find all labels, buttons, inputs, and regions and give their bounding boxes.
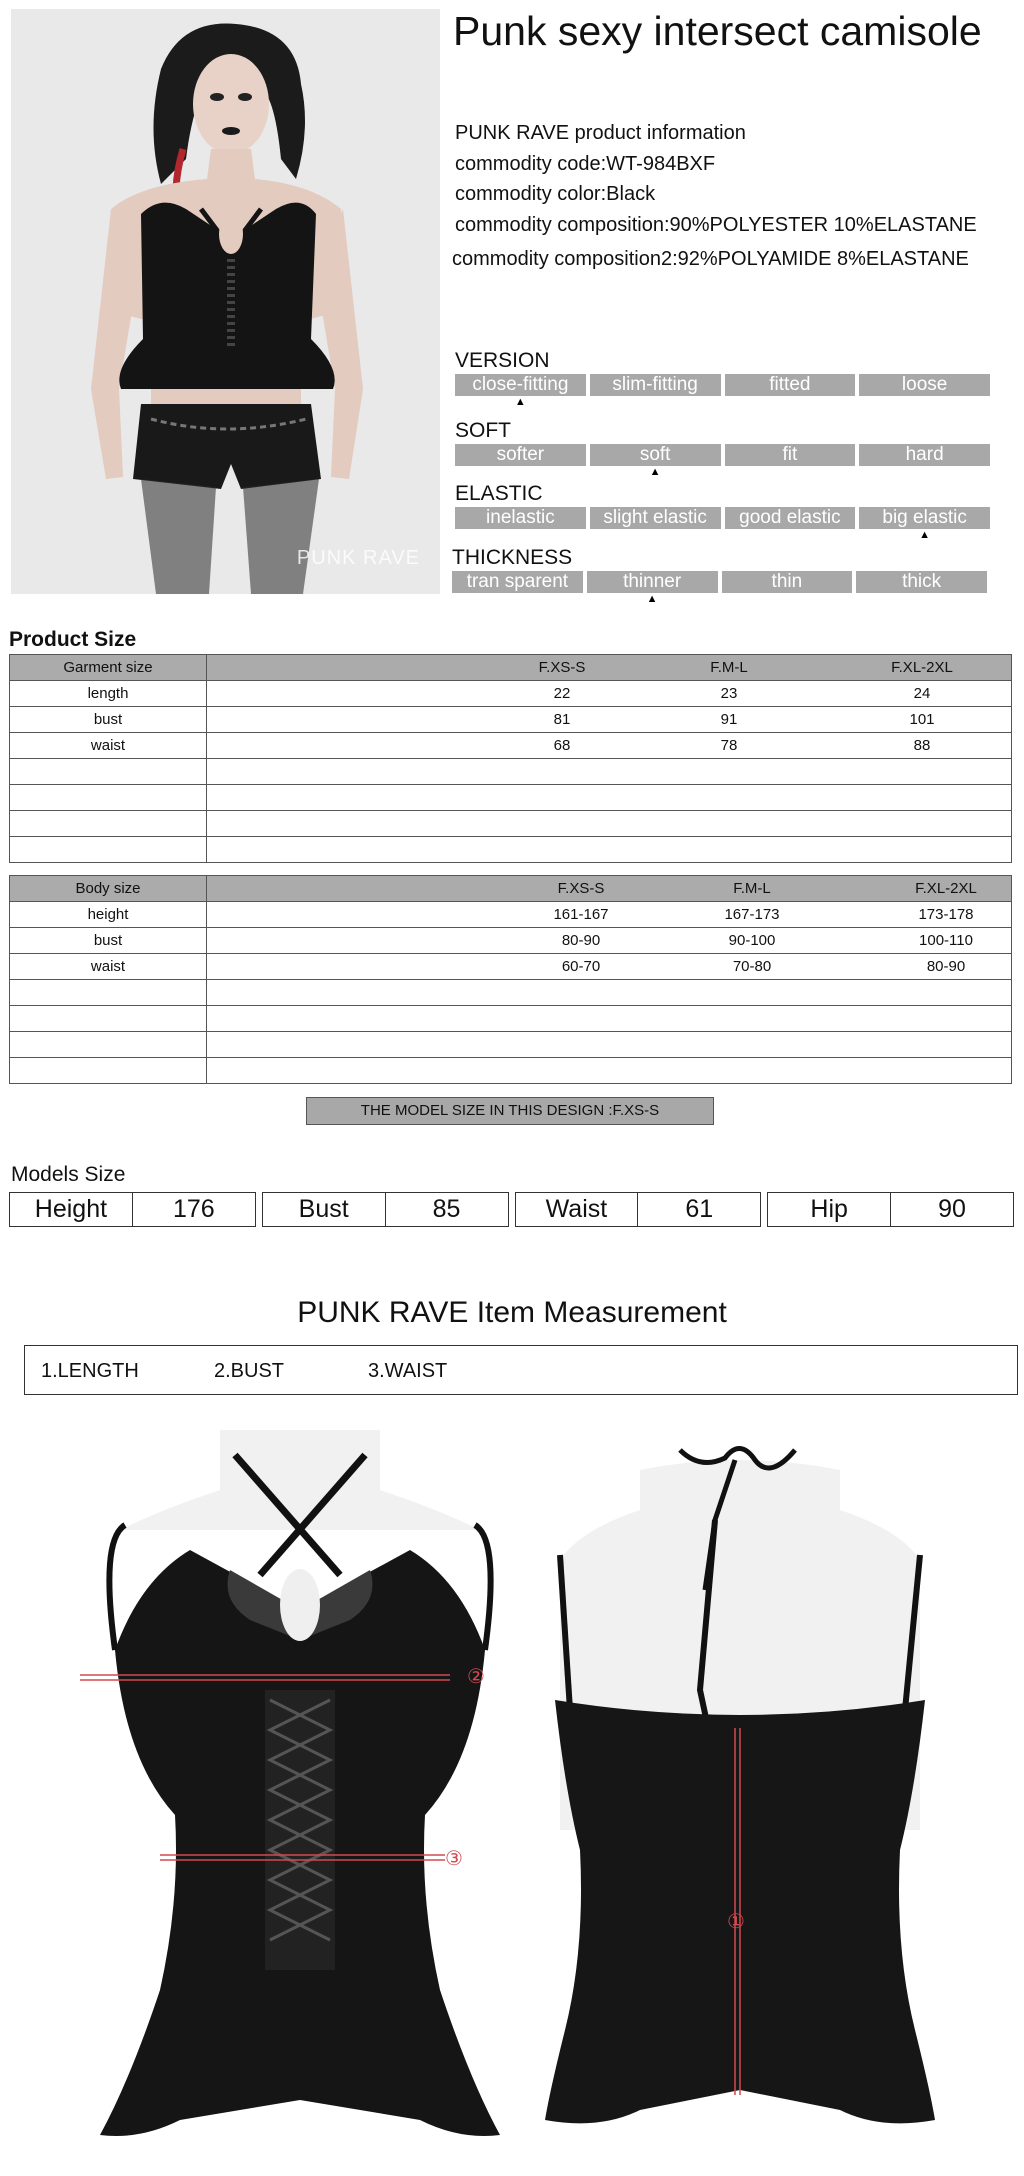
header-cell: Body size <box>10 876 207 902</box>
models-size-value: 61 <box>685 1195 714 1223</box>
garment-back-illustration <box>540 1430 940 2165</box>
models-size-pair <box>767 1192 1014 1227</box>
length-marker: ① <box>727 1909 745 1933</box>
table-row-empty <box>10 1006 1012 1032</box>
row-label: waist <box>10 954 207 980</box>
models-size-title: Models Size <box>11 1163 126 1186</box>
garment-back-image <box>540 1430 940 2165</box>
table-cell: 23 <box>720 685 738 702</box>
table-cell: 81 <box>553 711 571 728</box>
table-row-empty <box>10 1032 1012 1058</box>
models-size-pair <box>515 1192 762 1227</box>
models-size-row <box>9 1192 1014 1227</box>
models-size-value: 176 <box>172 1195 215 1223</box>
product-title: Punk sexy intersect camisole <box>453 8 982 54</box>
models-size-pair <box>9 1192 256 1227</box>
attr-option: hard <box>859 444 990 466</box>
attr-label: ELASTIC <box>455 482 543 505</box>
models-size-pair <box>262 1192 509 1227</box>
measurement-item: 3.WAIST <box>368 1360 448 1382</box>
attr-option: thick <box>856 571 987 593</box>
garment-front-image <box>80 1430 520 2165</box>
selected-indicator: ▲ <box>919 529 931 541</box>
attr-option: tran sparent <box>452 571 583 593</box>
selected-indicator: ▲ <box>646 593 658 605</box>
attr-option: fitted <box>725 374 856 396</box>
attr-option: slim-fitting <box>590 374 721 396</box>
code-label: commodity code: <box>455 152 607 175</box>
attr-label: SOFT <box>455 419 511 442</box>
bust-marker: ② <box>467 1664 485 1688</box>
table-header-row <box>10 655 1012 681</box>
garment-front-illustration <box>80 1430 520 2165</box>
composition2-value: 92%POLYAMIDE 8%ELASTANE <box>677 248 969 270</box>
table-cell: 100-110 <box>919 932 973 949</box>
attr-option: slight elastic <box>590 507 721 529</box>
composition2-label: commodity composition2: <box>452 248 678 270</box>
table-header-row <box>10 876 1012 902</box>
header-cell: F.XL-2XL <box>915 880 977 897</box>
table-row-empty <box>10 811 1012 837</box>
attr-soft <box>455 420 990 478</box>
table-row-empty <box>10 837 1012 863</box>
product-info <box>452 118 1020 275</box>
table-row-empty <box>10 785 1012 811</box>
model-photo-illustration <box>11 9 440 594</box>
selected-indicator: ▲ <box>514 396 526 408</box>
info-code <box>455 149 1020 180</box>
attr-thickness <box>452 547 987 605</box>
row-label: length <box>10 681 207 707</box>
header-cell: F.XS-S <box>557 880 605 897</box>
table-row <box>10 954 1012 980</box>
measurement-title: PUNK RAVE Item Measurement <box>297 1296 727 1329</box>
code-value: WT-984BXF <box>606 152 716 175</box>
table-cell: 167-173 <box>724 906 780 923</box>
attr-option: close-fitting <box>455 374 586 396</box>
body-size-table <box>9 875 1012 1084</box>
table-row-empty <box>10 759 1012 785</box>
row-label: height <box>10 902 207 928</box>
table-cell: 24 <box>913 685 931 702</box>
composition-value: 90%POLYESTER 10%ELASTANE <box>669 213 977 236</box>
attr-label: THICKNESS <box>452 546 573 569</box>
header-cell: F.XS-S <box>538 659 586 676</box>
info-header: PUNK RAVE product information <box>455 122 746 144</box>
table-cell: 88 <box>913 737 931 754</box>
photo-watermark: PUNK RAVE <box>296 547 420 569</box>
attr-option: inelastic <box>455 507 586 529</box>
measurement-legend <box>24 1345 1018 1395</box>
table-cell: 101 <box>909 711 935 728</box>
selected-indicator: ▲ <box>649 466 661 478</box>
table-cell: 22 <box>553 685 571 702</box>
table-cell: 91 <box>720 711 738 728</box>
attr-option: good elastic <box>725 507 856 529</box>
measurement-item: 2.BUST <box>214 1360 285 1382</box>
models-size-value: 90 <box>938 1195 966 1223</box>
attr-option: thin <box>722 571 853 593</box>
info-composition2 <box>452 244 1020 275</box>
table-row <box>10 681 1012 707</box>
table-cell: 78 <box>720 737 738 754</box>
attr-elastic <box>455 483 990 541</box>
waist-marker: ③ <box>445 1846 463 1870</box>
model-photo <box>11 9 440 594</box>
models-size-key: Height <box>10 1193 133 1226</box>
attr-option: softer <box>455 444 586 466</box>
table-cell: 161-167 <box>553 906 609 923</box>
table-cell: 70-80 <box>732 958 772 975</box>
table-row <box>10 928 1012 954</box>
row-label: bust <box>10 707 207 733</box>
attr-option: fit <box>725 444 856 466</box>
header-cell: F.M-L <box>733 880 771 897</box>
attr-option: loose <box>859 374 990 396</box>
models-size-key: Bust <box>263 1193 386 1226</box>
header-cell: F.XL-2XL <box>891 659 953 676</box>
attr-version <box>455 350 990 408</box>
model-size-note: THE MODEL SIZE IN THIS DESIGN :F.XS-S <box>306 1097 714 1125</box>
table-cell: 80-90 <box>561 932 601 949</box>
table-row <box>10 707 1012 733</box>
row-label: bust <box>10 928 207 954</box>
header-cell: F.M-L <box>710 659 748 676</box>
table-cell: 68 <box>553 737 571 754</box>
models-size-key: Waist <box>516 1193 639 1226</box>
composition-label: commodity composition: <box>455 213 670 236</box>
garment-size-table <box>9 654 1012 863</box>
table-cell: 60-70 <box>561 958 601 975</box>
table-row-empty <box>10 1058 1012 1084</box>
table-cell: 173-178 <box>918 906 974 923</box>
attr-marks <box>452 593 987 605</box>
attr-marks <box>455 396 990 408</box>
attr-marks <box>455 466 990 478</box>
attr-option: big elastic <box>859 507 990 529</box>
table-cell: 80-90 <box>926 958 966 975</box>
table-cell: 90-100 <box>728 932 776 949</box>
measurement-item: 1.LENGTH <box>41 1360 139 1382</box>
row-label: waist <box>10 733 207 759</box>
attr-option: soft <box>590 444 721 466</box>
table-row <box>10 733 1012 759</box>
attr-marks <box>455 529 990 541</box>
attr-option: thinner <box>587 571 718 593</box>
models-size-value: 85 <box>432 1195 461 1223</box>
table-row <box>10 902 1012 928</box>
models-size-key: Hip <box>768 1193 891 1226</box>
header-cell: Garment size <box>10 655 207 681</box>
info-color <box>455 179 1020 210</box>
color-value: Black <box>606 183 656 205</box>
info-composition <box>455 210 1020 241</box>
table-row-empty <box>10 980 1012 1006</box>
attr-label: VERSION <box>455 349 550 372</box>
color-label: commodity color: <box>455 183 607 205</box>
product-size-title: Product Size <box>9 628 137 651</box>
